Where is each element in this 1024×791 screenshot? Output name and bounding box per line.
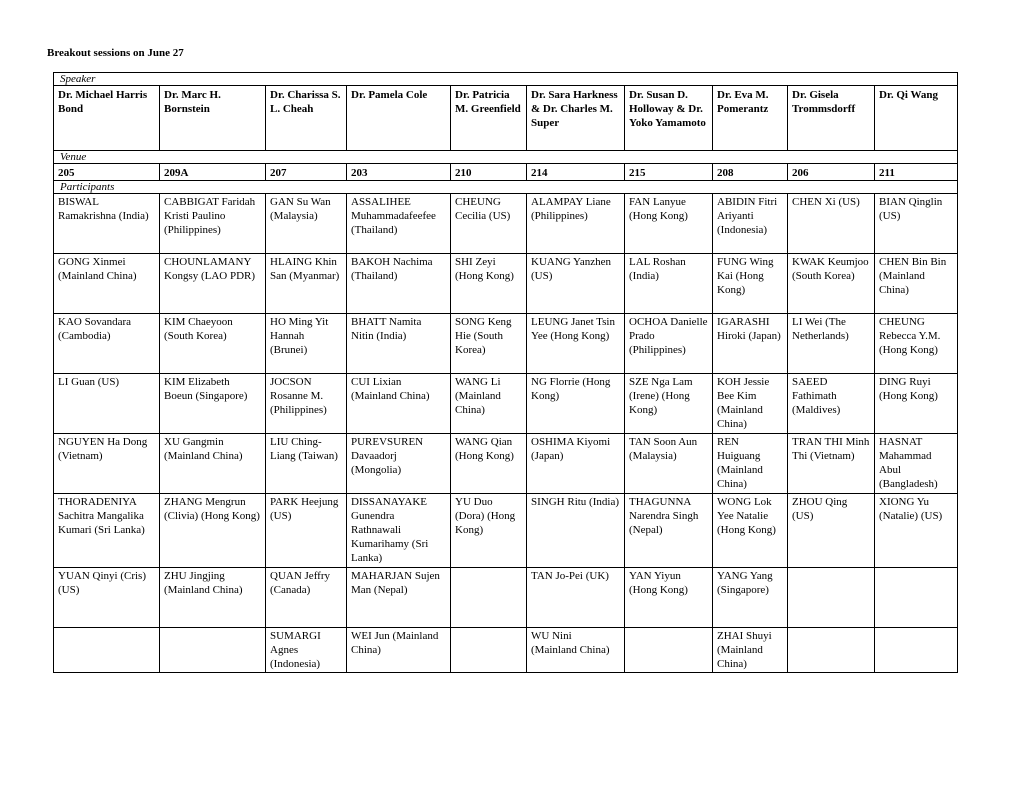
venue-cell: 209A	[160, 164, 266, 181]
participant-cell	[625, 628, 713, 673]
participant-cell	[451, 568, 527, 628]
participant-cell: HLAING Khin San (Myanmar)	[266, 254, 347, 314]
participant-cell: SUMARGI Agnes (Indonesia)	[266, 628, 347, 673]
participant-row	[54, 494, 958, 568]
participant-cell: THORADENIYA Sachitra Mangalika Kumari (Sri Lanka)	[54, 494, 160, 568]
participant-cell: LIU Ching-Liang (Taiwan)	[266, 434, 347, 494]
participant-cell: DING Ruyi (Hong Kong)	[875, 374, 958, 434]
participant-cell: XU Gangmin (Mainland China)	[160, 434, 266, 494]
venue-section-row	[54, 151, 958, 164]
participant-cell	[788, 628, 875, 673]
venue-cell: 211	[875, 164, 958, 181]
participant-row	[54, 628, 958, 673]
speaker-row	[54, 86, 958, 151]
participant-cell: SAEED Fathimath (Maldives)	[788, 374, 875, 434]
venue-cell: 203	[347, 164, 451, 181]
participant-cell: NGUYEN Ha Dong (Vietnam)	[54, 434, 160, 494]
participant-cell: REN Huiguang (Mainland China)	[713, 434, 788, 494]
participant-cell: YAN Yiyun (Hong Kong)	[625, 568, 713, 628]
participant-cell: ZHANG Mengrun (Clivia) (Hong Kong)	[160, 494, 266, 568]
participant-cell: MAHARJAN Sujen Man (Nepal)	[347, 568, 451, 628]
participant-cell	[451, 628, 527, 673]
participant-cell: ZHU Jingjing (Mainland China)	[160, 568, 266, 628]
venue-cell: 205	[54, 164, 160, 181]
participant-cell: XIONG Yu (Natalie) (US)	[875, 494, 958, 568]
participant-cell: BAKOH Nachima (Thailand)	[347, 254, 451, 314]
participant-cell: HO Ming Yit Hannah (Brunei)	[266, 314, 347, 374]
participant-cell: CHOUNLAMANY Kongsy (LAO PDR)	[160, 254, 266, 314]
participant-cell: WONG Lok Yee Natalie (Hong Kong)	[713, 494, 788, 568]
participant-cell: FAN Lanyue (Hong Kong)	[625, 194, 713, 254]
speaker-cell: Dr. Eva M. Pomerantz	[713, 86, 788, 151]
participant-cell: NG Florrie (Hong Kong)	[527, 374, 625, 434]
participant-cell	[160, 628, 266, 673]
participant-row	[54, 194, 958, 254]
participant-cell: GAN Su Wan (Malaysia)	[266, 194, 347, 254]
participant-cell: LI Guan (US)	[54, 374, 160, 434]
venue-cell: 208	[713, 164, 788, 181]
participant-cell: SONG Keng Hie (South Korea)	[451, 314, 527, 374]
participant-cell: WANG Qian (Hong Kong)	[451, 434, 527, 494]
participant-cell: TRAN THI Minh Thi (Vietnam)	[788, 434, 875, 494]
participant-cell: KUANG Yanzhen (US)	[527, 254, 625, 314]
speaker-cell: Dr. Charissa S. L. Cheah	[266, 86, 347, 151]
venue-cell: 214	[527, 164, 625, 181]
participant-cell: WANG Li (Mainland China)	[451, 374, 527, 434]
breakout-sessions-table	[53, 72, 958, 673]
participant-cell: SZE Nga Lam (Irene) (Hong Kong)	[625, 374, 713, 434]
participant-cell: GONG Xinmei (Mainland China)	[54, 254, 160, 314]
participant-cell: YANG Yang (Singapore)	[713, 568, 788, 628]
participant-cell: SHI Zeyi (Hong Kong)	[451, 254, 527, 314]
participant-cell: PUREVSUREN Davaadorj (Mongolia)	[347, 434, 451, 494]
participant-cell: ASSALIHEE Muhammadafeefee (Thailand)	[347, 194, 451, 254]
participant-cell	[875, 628, 958, 673]
speaker-cell: Dr. Patricia M. Greenfield	[451, 86, 527, 151]
participant-row	[54, 314, 958, 374]
participant-cell: BHATT Namita Nitin (India)	[347, 314, 451, 374]
speaker-section-row	[54, 73, 958, 86]
speaker-cell: Dr. Michael Harris Bond	[54, 86, 160, 151]
participant-cell: FUNG Wing Kai (Hong Kong)	[713, 254, 788, 314]
participant-cell: KIM Elizabeth Boeun (Singapore)	[160, 374, 266, 434]
speaker-cell: Dr. Qi Wang	[875, 86, 958, 151]
participant-cell: BIAN Qinglin (US)	[875, 194, 958, 254]
participant-cell: OSHIMA Kiyomi (Japan)	[527, 434, 625, 494]
participant-cell: WEI Jun (Mainland China)	[347, 628, 451, 673]
venue-row	[54, 164, 958, 181]
participant-cell: LEUNG Janet Tsin Yee (Hong Kong)	[527, 314, 625, 374]
venue-cell: 215	[625, 164, 713, 181]
participant-cell: TAN Soon Aun (Malaysia)	[625, 434, 713, 494]
speaker-cell: Dr. Gisela Trommsdorff	[788, 86, 875, 151]
participant-cell: QUAN Jeffry (Canada)	[266, 568, 347, 628]
participant-cell: YU Duo (Dora) (Hong Kong)	[451, 494, 527, 568]
participant-cell: CHEN Xi (US)	[788, 194, 875, 254]
participant-cell: LI Wei (The Netherlands)	[788, 314, 875, 374]
participant-cell: LAL Roshan (India)	[625, 254, 713, 314]
participant-cell: DISSANAYAKE Gunendra Rathnawali Kumarihamy (Sri Lanka)	[347, 494, 451, 568]
participant-cell	[54, 628, 160, 673]
participant-cell: ALAMPAY Liane (Philippines)	[527, 194, 625, 254]
speaker-cell: Dr. Pamela Cole	[347, 86, 451, 151]
participant-cell: IGARASHI Hiroki (Japan)	[713, 314, 788, 374]
speaker-cell: Dr. Susan D. Holloway & Dr. Yoko Yamamoto	[625, 86, 713, 151]
participants-section-row	[54, 181, 958, 194]
participant-row	[54, 434, 958, 494]
participant-row	[54, 374, 958, 434]
participant-cell: YUAN Qinyi (Cris) (US)	[54, 568, 160, 628]
speaker-cell: Dr. Sara Harkness & Dr. Charles M. Super	[527, 86, 625, 151]
participant-cell: TAN Jo-Pei (UK)	[527, 568, 625, 628]
participant-cell: KOH Jessie Bee Kim (Mainland China)	[713, 374, 788, 434]
participant-cell: CHEUNG Cecilia (US)	[451, 194, 527, 254]
participant-cell: SINGH Ritu (India)	[527, 494, 625, 568]
venue-section-label: Venue	[54, 151, 958, 164]
participant-cell: OCHOA Danielle Prado (Philippines)	[625, 314, 713, 374]
participant-cell: CABBIGAT Faridah Kristi Paulino (Philippines)	[160, 194, 266, 254]
participants-section-label: Participants	[54, 181, 958, 194]
speaker-cell: Dr. Marc H. Bornstein	[160, 86, 266, 151]
participant-cell: ZHAI Shuyi (Mainland China)	[713, 628, 788, 673]
participant-cell: ABIDIN Fitri Ariyanti (Indonesia)	[713, 194, 788, 254]
venue-cell: 206	[788, 164, 875, 181]
speaker-section-label: Speaker	[54, 73, 958, 86]
page-title: Breakout sessions on June 27	[47, 47, 184, 59]
participant-cell: KAO Sovandara (Cambodia)	[54, 314, 160, 374]
participant-cell: CHEN Bin Bin (Mainland China)	[875, 254, 958, 314]
participant-cell: WU Nini (Mainland China)	[527, 628, 625, 673]
participant-cell: CUI Lixian (Mainland China)	[347, 374, 451, 434]
participant-cell: HASNAT Mahammad Abul (Bangladesh)	[875, 434, 958, 494]
participant-cell: BISWAL Ramakrishna (India)	[54, 194, 160, 254]
participant-cell: ZHOU Qing (US)	[788, 494, 875, 568]
participant-cell: JOCSON Rosanne M. (Philippines)	[266, 374, 347, 434]
participant-cell: KIM Chaeyoon (South Korea)	[160, 314, 266, 374]
participant-cell: CHEUNG Rebecca Y.M. (Hong Kong)	[875, 314, 958, 374]
participant-cell: PARK Heejung (US)	[266, 494, 347, 568]
venue-cell: 210	[451, 164, 527, 181]
participant-row	[54, 568, 958, 628]
participant-row	[54, 254, 958, 314]
participant-cell: THAGUNNA Narendra Singh (Nepal)	[625, 494, 713, 568]
participant-cell	[875, 568, 958, 628]
participant-cell	[788, 568, 875, 628]
participant-cell: KWAK Keumjoo (South Korea)	[788, 254, 875, 314]
venue-cell: 207	[266, 164, 347, 181]
